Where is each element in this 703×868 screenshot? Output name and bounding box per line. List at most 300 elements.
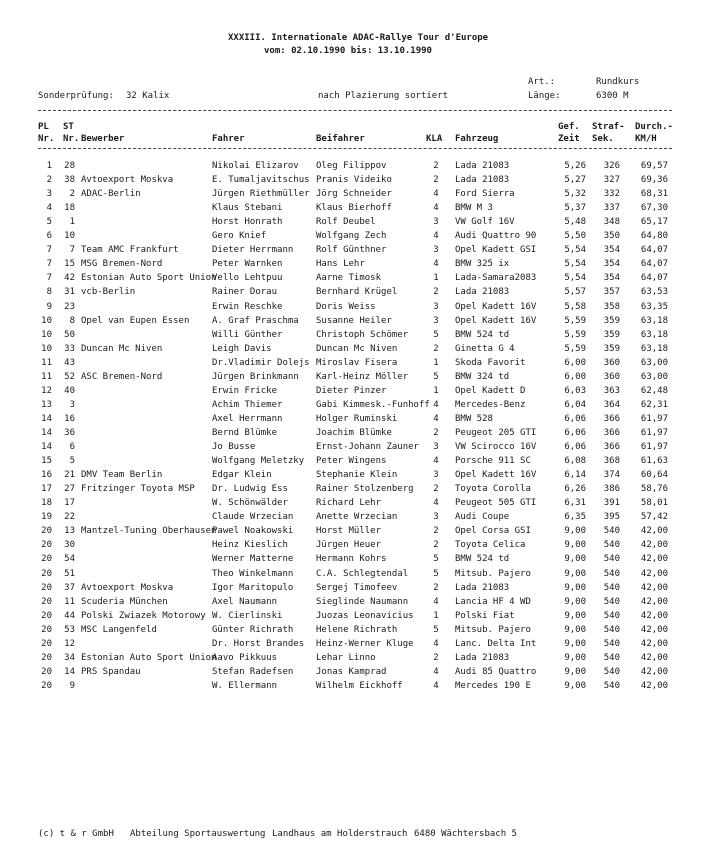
cell-fahrer: Leigh Davis <box>212 343 272 354</box>
cell-zeit: 9,00 <box>564 624 586 635</box>
cell-fahrzeug: Toyota Corolla <box>455 484 531 495</box>
cell-fahrzeug: Lada 21083 <box>455 582 510 593</box>
table-row <box>0 456 703 469</box>
cell-beifahrer: C.A. Schlegtendal <box>316 568 409 579</box>
cell-st: 15 <box>64 259 75 270</box>
cell-st: 8 <box>69 315 75 326</box>
cell-zeit: 6,06 <box>564 427 586 438</box>
cell-durch: 63,00 <box>640 371 668 382</box>
cell-zeit: 6,00 <box>564 357 586 368</box>
cell-durch: 67,30 <box>640 203 668 214</box>
cell-durch: 63,18 <box>640 329 668 340</box>
cell-kla: 4 <box>433 456 439 467</box>
cell-durch: 63,18 <box>640 315 668 326</box>
cell-bewerber: ASC Bremen-Nord <box>81 371 163 382</box>
cell-straf: 359 <box>603 343 620 354</box>
cell-pl: 8 <box>46 287 52 298</box>
cell-st: 5 <box>69 456 75 467</box>
table-row <box>0 330 703 343</box>
cell-straf: 540 <box>603 582 620 593</box>
table-row <box>0 569 703 582</box>
cell-kla: 3 <box>433 217 439 228</box>
cell-beifahrer: Doris Weiss <box>316 301 376 312</box>
cell-pl: 20 <box>41 582 52 593</box>
cell-fahrzeug: Polski Fiat <box>455 610 515 621</box>
cell-kla: 4 <box>433 259 439 270</box>
cell-durch: 42,00 <box>640 554 668 565</box>
cell-durch: 64,07 <box>640 273 668 284</box>
cell-zeit: 6,14 <box>564 470 586 481</box>
cell-beifahrer: Susanne Heiler <box>316 315 392 326</box>
cell-st: 1 <box>69 217 75 228</box>
cell-straf: 337 <box>603 203 620 214</box>
table-row <box>0 203 703 216</box>
cell-durch: 42,00 <box>640 526 668 537</box>
cell-kla: 2 <box>433 540 439 551</box>
cell-st: 9 <box>69 680 75 691</box>
cell-straf: 540 <box>603 624 620 635</box>
cell-pl: 13 <box>41 399 52 410</box>
cell-fahrer: Willi Günther <box>212 329 283 340</box>
cell-fahrer: Jo Busse <box>212 442 256 452</box>
table-row <box>0 358 703 371</box>
cell-pl: 20 <box>41 624 52 635</box>
cell-fahrer: Gero Knief <box>212 231 267 242</box>
cell-beifahrer: Duncan Mc Niven <box>316 343 398 354</box>
cell-fahrzeug: Audi Coupe <box>455 512 510 523</box>
cell-durch: 60,64 <box>640 470 668 481</box>
cell-pl: 19 <box>41 512 52 523</box>
cell-fahrzeug: BMW 528 <box>455 413 493 424</box>
cell-straf: 391 <box>603 498 620 509</box>
cell-bewerber: ADAC-Berlin <box>81 189 141 200</box>
cell-beifahrer: Stephanie Klein <box>316 470 398 481</box>
cell-bewerber: Opel van Eupen Essen <box>81 315 190 326</box>
cell-pl: 9 <box>46 301 52 312</box>
cell-kla: 2 <box>433 161 439 171</box>
cell-zeit: 9,00 <box>564 582 586 593</box>
cell-pl: 20 <box>41 680 52 691</box>
art-value: Rundkurs <box>596 77 640 87</box>
cell-straf: 348 <box>603 217 620 228</box>
cell-kla: 5 <box>433 371 439 382</box>
cell-durch: 63,00 <box>640 357 668 368</box>
cell-durch: 42,00 <box>640 652 668 663</box>
cell-fahrer: Pawel Noakowski <box>212 526 294 537</box>
cell-st: 38 <box>64 175 75 186</box>
cell-st: 27 <box>64 484 75 495</box>
cell-fahrer: Aavo Pikkuus <box>212 652 278 663</box>
table-row <box>0 386 703 399</box>
cell-beifahrer: Helene Richrath <box>316 624 398 635</box>
cell-pl: 16 <box>41 470 52 481</box>
cell-zeit: 6,08 <box>564 456 586 467</box>
cell-kla: 5 <box>433 568 439 579</box>
cell-kla: 3 <box>433 442 439 452</box>
cell-st: 30 <box>64 540 75 551</box>
cell-st: 36 <box>64 427 75 438</box>
cell-st: 31 <box>64 287 75 298</box>
cell-durch: 42,00 <box>640 610 668 621</box>
cell-beifahrer: Dieter Pinzer <box>316 385 387 396</box>
cell-straf: 363 <box>603 385 620 396</box>
cell-fahrer: Dr.Vladimir Dolejs <box>212 357 310 368</box>
cell-zeit: 5,50 <box>564 231 586 242</box>
col-st: ST <box>63 122 74 132</box>
cell-bewerber: Team AMC Frankfurt <box>81 245 179 256</box>
cell-straf: 540 <box>603 596 620 607</box>
cell-beifahrer: Richard Lehr <box>316 498 382 509</box>
cell-bewerber: Mantzel-Tuning Oberhausen <box>81 526 217 537</box>
cell-straf: 360 <box>603 357 620 368</box>
cell-beifahrer: Jonas Kamprad <box>316 666 387 677</box>
table-row <box>0 161 703 174</box>
cell-straf: 359 <box>603 315 620 326</box>
table-row <box>0 231 703 244</box>
cell-kla: 1 <box>433 385 439 396</box>
cell-straf: 540 <box>603 554 620 565</box>
cell-pl: 20 <box>41 568 52 579</box>
cell-zeit: 6,31 <box>564 498 586 509</box>
col-st-nr: Nr. <box>63 134 80 144</box>
cell-beifahrer: Hans Lehr <box>316 259 365 270</box>
cell-durch: 62,48 <box>640 385 668 396</box>
stage-value: 32 Kalix <box>126 91 170 101</box>
document-title: XXXIII. Internationale ADAC-Rallye Tour d'Europe <box>228 33 489 43</box>
cell-st: 17 <box>64 498 75 509</box>
cell-straf: 366 <box>603 442 620 452</box>
cell-fahrzeug: VW Golf 16V <box>455 217 515 228</box>
cell-beifahrer: Sergej Timofeev <box>316 582 398 593</box>
cell-pl: 18 <box>41 498 52 509</box>
cell-st: 23 <box>64 301 75 312</box>
cell-fahrer: Günter Richrath <box>212 624 294 635</box>
cell-pl: 1 <box>46 161 52 171</box>
cell-fahrer: Horst Honrath <box>212 217 283 228</box>
cell-kla: 4 <box>433 203 439 214</box>
col-bewerber: Bewerber <box>81 134 125 144</box>
cell-fahrer: Werner Matterne <box>212 554 294 565</box>
cell-st: 21 <box>64 470 75 481</box>
cell-kla: 2 <box>433 175 439 186</box>
cell-zeit: 5,54 <box>564 245 586 256</box>
cell-st: 37 <box>64 582 75 593</box>
table-row <box>0 470 703 483</box>
col-fahrzeug: Fahrzeug <box>455 134 499 144</box>
cell-zeit: 6,04 <box>564 399 586 410</box>
cell-straf: 366 <box>603 413 620 424</box>
cell-durch: 42,00 <box>640 540 668 551</box>
cell-fahrer: Dieter Herrmann <box>212 245 294 256</box>
cell-zeit: 6,06 <box>564 413 586 424</box>
cell-st: 22 <box>64 512 75 523</box>
cell-straf: 332 <box>603 189 620 200</box>
cell-kla: 5 <box>433 624 439 635</box>
col-straf: Sek. <box>592 134 614 144</box>
cell-fahrzeug: VW Scirocco 16V <box>455 442 537 452</box>
cell-fahrzeug: Toyota Celica <box>455 540 526 551</box>
cell-kla: 4 <box>433 189 439 200</box>
cell-bewerber: Fritzinger Toyota MSP <box>81 484 195 495</box>
cell-kla: 3 <box>433 301 439 312</box>
cell-fahrer: Igor Maritopulo <box>212 582 294 593</box>
cell-zeit: 9,00 <box>564 540 586 551</box>
cell-beifahrer: Christoph Schömer <box>316 329 409 340</box>
cell-st: 13 <box>64 526 75 537</box>
table-row <box>0 442 703 455</box>
cell-straf: 374 <box>603 470 620 481</box>
cell-st: 14 <box>64 666 75 677</box>
cell-pl: 20 <box>41 666 52 677</box>
col-durch: KM/H <box>635 134 657 144</box>
cell-pl: 5 <box>46 217 52 228</box>
table-row <box>0 217 703 230</box>
cell-st: 2 <box>69 189 75 200</box>
table-row <box>0 428 703 441</box>
cell-beifahrer: Sieglinde Naumann <box>316 596 409 607</box>
cell-pl: 10 <box>41 315 52 326</box>
cell-straf: 366 <box>603 427 620 438</box>
cell-straf: 354 <box>603 259 620 270</box>
cell-kla: 4 <box>433 413 439 424</box>
cell-kla: 2 <box>433 427 439 438</box>
cell-pl: 10 <box>41 343 52 354</box>
cell-kla: 1 <box>433 610 439 621</box>
table-row <box>0 302 703 315</box>
cell-fahrer: Erwin Fricke <box>212 385 278 396</box>
cell-pl: 6 <box>46 231 52 242</box>
cell-beifahrer: Bernhard Krügel <box>316 287 398 298</box>
cell-pl: 15 <box>41 456 52 467</box>
cell-straf: 364 <box>603 399 620 410</box>
cell-beifahrer: Wilhelm Eickhoff <box>316 680 403 691</box>
cell-straf: 327 <box>603 175 620 186</box>
cell-straf: 540 <box>603 638 620 649</box>
footer-city: 6480 Wächtersbach 5 <box>414 829 517 839</box>
cell-beifahrer: Rolf Günthner <box>316 245 387 256</box>
cell-pl: 20 <box>41 638 52 649</box>
cell-bewerber: Scuderia München <box>81 596 168 607</box>
table-row <box>0 498 703 511</box>
cell-straf: 540 <box>603 568 620 579</box>
cell-straf: 540 <box>603 526 620 537</box>
cell-pl: 14 <box>41 427 52 438</box>
cell-bewerber: DMV Team Berlin <box>81 470 163 481</box>
table-row <box>0 611 703 624</box>
cell-kla: 4 <box>433 638 439 649</box>
cell-durch: 61,97 <box>640 427 668 438</box>
footer-address: Landhaus am Holderstrauch <box>272 829 408 839</box>
cell-st: 11 <box>64 596 75 607</box>
cell-pl: 11 <box>41 371 52 382</box>
cell-pl: 7 <box>46 273 52 284</box>
cell-zeit: 5,59 <box>564 343 586 354</box>
cell-zeit: 5,58 <box>564 301 586 312</box>
cell-beifahrer: Aarne Timosk <box>316 273 382 284</box>
cell-zeit: 5,48 <box>564 217 586 228</box>
cell-fahrer: W. Ellermann <box>212 680 278 691</box>
col-nr: Nr. <box>38 134 55 144</box>
cell-durch: 42,00 <box>640 568 668 579</box>
cell-kla: 4 <box>433 231 439 242</box>
cell-beifahrer: Holger Ruminski <box>316 413 398 424</box>
cell-fahrer: Peter Warnken <box>212 259 283 270</box>
table-row <box>0 526 703 539</box>
table-row <box>0 344 703 357</box>
cell-kla: 2 <box>433 484 439 495</box>
cell-durch: 63,18 <box>640 343 668 354</box>
cell-zeit: 9,00 <box>564 638 586 649</box>
cell-zeit: 6,06 <box>564 442 586 452</box>
cell-pl: 2 <box>46 175 52 186</box>
cell-beifahrer: Jürgen Heuer <box>316 540 382 551</box>
cell-fahrer: W. Cierlinski <box>212 610 283 621</box>
cell-durch: 57,42 <box>640 512 668 523</box>
cell-kla: 4 <box>433 680 439 691</box>
cell-st: 42 <box>64 273 75 284</box>
cell-pl: 3 <box>46 189 52 200</box>
cell-kla: 3 <box>433 512 439 523</box>
cell-kla: 4 <box>433 399 439 410</box>
cell-straf: 360 <box>603 371 620 382</box>
cell-beifahrer: Wolfgang Zech <box>316 231 387 242</box>
cell-straf: 395 <box>603 512 620 523</box>
cell-zeit: 9,00 <box>564 610 586 621</box>
cell-zeit: 5,57 <box>564 287 586 298</box>
col-zeit-top: Gef. <box>558 122 580 132</box>
cell-zeit: 5,59 <box>564 315 586 326</box>
table-row <box>0 316 703 329</box>
cell-zeit: 5,59 <box>564 329 586 340</box>
cell-durch: 62,31 <box>640 399 668 410</box>
cell-pl: 7 <box>46 259 52 270</box>
cell-fahrzeug: Lanc. Delta Int <box>455 638 537 649</box>
cell-beifahrer: Oleg Filippov <box>316 161 387 171</box>
cell-st: 33 <box>64 343 75 354</box>
table-row <box>0 512 703 525</box>
table-row <box>0 639 703 652</box>
cell-pl: 14 <box>41 413 52 424</box>
cell-fahrer: Jürgen Riethmüller <box>212 189 310 200</box>
cell-beifahrer: Horst Müller <box>316 526 382 537</box>
cell-fahrzeug: Ford Sierra <box>455 189 515 200</box>
cell-fahrzeug: Lada 21083 <box>455 287 510 298</box>
cell-zeit: 6,03 <box>564 385 586 396</box>
cell-straf: 358 <box>603 301 620 312</box>
cell-fahrzeug: BMW M 3 <box>455 203 493 214</box>
cell-fahrer: Jürgen Brinkmann <box>212 371 299 382</box>
cell-fahrzeug: Lada 21083 <box>455 175 510 186</box>
cell-pl: 20 <box>41 596 52 607</box>
cell-fahrzeug: Audi Quattro 90 <box>455 231 537 242</box>
cell-durch: 42,00 <box>640 680 668 691</box>
cell-beifahrer: Klaus Bierhoff <box>316 203 392 214</box>
cell-straf: 540 <box>603 540 620 551</box>
table-row <box>0 540 703 553</box>
cell-fahrer: Theo Winkelmann <box>212 568 294 579</box>
cell-durch: 58,01 <box>640 498 668 509</box>
cell-fahrzeug: Mercedes 190 E <box>455 680 531 691</box>
cell-bewerber: MSC Langenfeld <box>81 624 157 635</box>
stage-label: Sonderprüfung: <box>38 91 114 101</box>
cell-beifahrer: Miroslav Fisera <box>316 357 398 368</box>
cell-durch: 64,07 <box>640 259 668 270</box>
cell-kla: 1 <box>433 357 439 368</box>
cell-bewerber: Estonian Auto Sport Union <box>81 273 217 284</box>
cell-fahrer: Dr. Ludwig Ess <box>212 484 288 495</box>
cell-fahrer: Vello Lehtpuu <box>212 273 283 284</box>
cell-beifahrer: Juozas Leonavicius <box>316 610 414 621</box>
cell-durch: 64,07 <box>640 245 668 256</box>
footer-copyright: (c) t & r GmbH <box>38 829 114 839</box>
cell-kla: 5 <box>433 554 439 565</box>
cell-fahrzeug: Porsche 911 SC <box>455 456 531 467</box>
cell-fahrer: Axel Herrmann <box>212 413 283 424</box>
cell-kla: 3 <box>433 245 439 256</box>
cell-zeit: 5,27 <box>564 175 586 186</box>
cell-st: 50 <box>64 329 75 340</box>
cell-fahrzeug: Opel Kadett 16V <box>455 315 537 326</box>
cell-pl: 20 <box>41 526 52 537</box>
cell-st: 51 <box>64 568 75 579</box>
cell-st: 43 <box>64 357 75 368</box>
cell-beifahrer: Lehar Linno <box>316 652 376 663</box>
table-row <box>0 667 703 680</box>
table-row <box>0 372 703 385</box>
cell-fahrzeug: Peugeot 505 GTI <box>455 498 537 509</box>
cell-beifahrer: Joachim Blümke <box>316 427 392 438</box>
cell-pl: 14 <box>41 442 52 452</box>
cell-pl: 4 <box>46 203 52 214</box>
cell-kla: 2 <box>433 343 439 354</box>
cell-st: 12 <box>64 638 75 649</box>
cell-durch: 58,76 <box>640 484 668 495</box>
table-row <box>0 681 703 694</box>
cell-durch: 42,00 <box>640 596 668 607</box>
cell-beifahrer: Jörg Schneider <box>316 189 392 200</box>
cell-st: 10 <box>64 231 75 242</box>
cell-bewerber: vcb-Berlin <box>81 287 136 298</box>
cell-bewerber: Duncan Mc Niven <box>81 343 163 354</box>
cell-fahrer: Nikolai Elizarov <box>212 161 299 171</box>
table-row <box>0 583 703 596</box>
cell-st: 3 <box>69 399 75 410</box>
cell-zeit: 9,00 <box>564 554 586 565</box>
cell-durch: 42,00 <box>640 638 668 649</box>
cell-pl: 10 <box>41 329 52 340</box>
cell-zeit: 9,00 <box>564 596 586 607</box>
cell-straf: 540 <box>603 610 620 621</box>
cell-durch: 64,80 <box>640 231 668 242</box>
cell-pl: 12 <box>41 385 52 396</box>
table-row <box>0 653 703 666</box>
length-value: 6300 M <box>596 91 629 101</box>
cell-straf: 540 <box>603 652 620 663</box>
cell-straf: 354 <box>603 245 620 256</box>
cell-fahrzeug: BMW 524 td <box>455 329 510 340</box>
col-pl: PL <box>38 122 49 132</box>
cell-pl: 20 <box>41 652 52 663</box>
cell-durch: 61,97 <box>640 413 668 424</box>
cell-zeit: 9,00 <box>564 526 586 537</box>
cell-fahrer: Claude Wrzecian <box>212 512 294 523</box>
cell-st: 18 <box>64 203 75 214</box>
cell-bewerber: MSG Bremen-Nord <box>81 259 163 270</box>
cell-durch: 69,57 <box>640 161 668 171</box>
cell-fahrzeug: Lada-Samara2083 <box>455 273 537 284</box>
cell-kla: 2 <box>433 526 439 537</box>
cell-pl: 11 <box>41 357 52 368</box>
